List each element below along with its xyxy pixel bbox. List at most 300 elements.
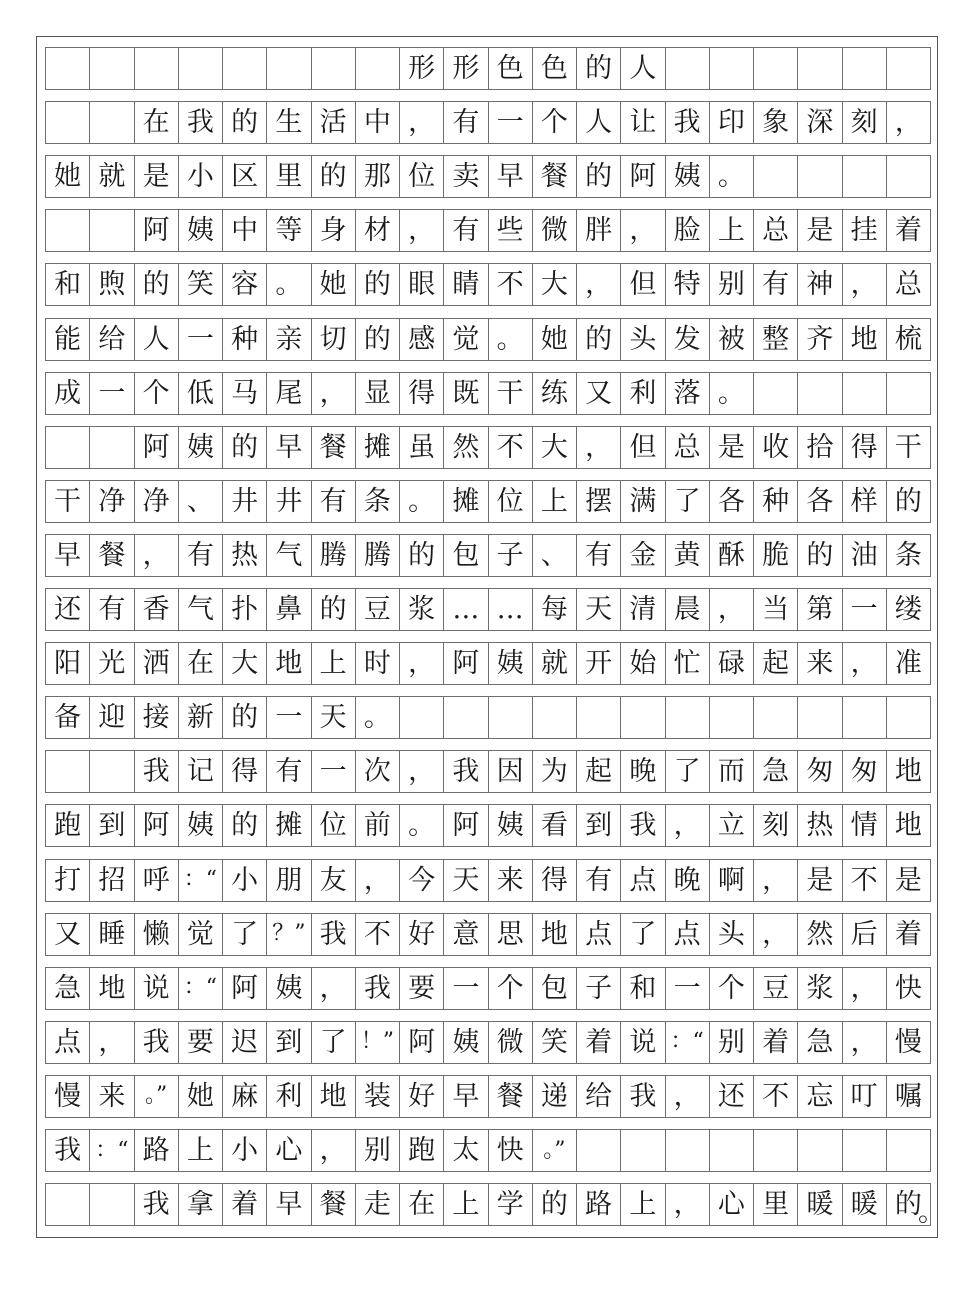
character: 的 <box>319 594 347 625</box>
grid-cell <box>621 968 665 1009</box>
character: 说 <box>142 972 170 1004</box>
grid-cell <box>754 535 798 576</box>
character: … <box>496 594 524 625</box>
character: 香 <box>142 594 170 625</box>
grid-cell <box>135 319 179 360</box>
character: 慢 <box>54 1080 82 1112</box>
grid-cell <box>356 156 400 197</box>
grid-cell <box>312 481 356 522</box>
grid-cell <box>843 589 887 630</box>
character: 齐 <box>806 323 834 355</box>
grid-cell <box>887 1130 931 1171</box>
grid-cell <box>400 805 444 846</box>
grid-row <box>45 480 931 523</box>
character: 气 <box>275 539 303 571</box>
character: 早 <box>275 431 303 463</box>
character: 人 <box>585 107 613 139</box>
character: 有 <box>452 107 480 139</box>
character: 上 <box>629 1189 657 1221</box>
grid-cell <box>887 1022 931 1063</box>
grid-cell <box>312 1076 356 1117</box>
character: 情 <box>850 810 878 842</box>
grid-row <box>45 1129 931 1172</box>
grid-cell <box>577 319 621 360</box>
grid-cell <box>887 373 931 414</box>
character: 有 <box>452 215 480 247</box>
grid-cell <box>179 968 223 1009</box>
character: 子 <box>496 539 524 571</box>
character: 阿 <box>452 648 480 680</box>
grid-cell <box>46 914 90 955</box>
grid-cell <box>356 860 400 901</box>
character: 餐 <box>319 1189 347 1221</box>
grid-cell <box>577 589 621 630</box>
character: 马 <box>231 377 259 409</box>
grid-row <box>45 101 931 144</box>
grid-row <box>45 209 931 252</box>
character: 叮 <box>850 1080 878 1112</box>
grid-cell <box>46 264 90 305</box>
grid-cell <box>710 697 754 738</box>
grid-cell <box>46 589 90 630</box>
grid-cell <box>489 48 533 89</box>
grid-cell <box>710 1076 754 1117</box>
character: 一 <box>186 323 214 355</box>
character: 新 <box>186 702 214 734</box>
grid-cell <box>489 102 533 143</box>
character: 清 <box>629 594 657 625</box>
grid-cell <box>135 264 179 305</box>
character: 天 <box>585 594 613 625</box>
grid-cell <box>577 968 621 1009</box>
grid-cell <box>135 156 179 197</box>
grid-cell <box>356 914 400 955</box>
grid-cell <box>577 1022 621 1063</box>
grid-cell <box>356 264 400 305</box>
grid-cell <box>754 643 798 684</box>
character: ， <box>673 1189 701 1221</box>
grid-cell <box>577 427 621 468</box>
grid-cell <box>356 697 400 738</box>
grid-cell <box>223 860 267 901</box>
grid-cell <box>312 210 356 251</box>
grid-cell <box>798 481 842 522</box>
character: ， <box>319 1135 347 1166</box>
character: 次 <box>363 756 391 788</box>
grid-cell <box>533 264 577 305</box>
grid-cell <box>887 643 931 684</box>
grid-cell <box>46 1022 90 1063</box>
grid-cell <box>798 1022 842 1063</box>
character: 里 <box>762 1189 790 1221</box>
grid-row <box>45 913 931 956</box>
character: 姨 <box>496 810 524 842</box>
grid-cell <box>46 697 90 738</box>
grid-cell <box>90 697 134 738</box>
character: 酥 <box>717 539 745 571</box>
character: 一 <box>452 972 480 1004</box>
character: 扑 <box>231 594 259 625</box>
character: 我 <box>54 1135 82 1166</box>
grid-cell <box>400 48 444 89</box>
character: ， <box>319 972 347 1004</box>
character: 印 <box>717 107 745 139</box>
grid-cell <box>710 535 754 576</box>
character: 太 <box>452 1135 480 1166</box>
character: 迟 <box>231 1026 259 1058</box>
character: 早 <box>54 539 82 571</box>
grid-cell <box>489 264 533 305</box>
grid-cell <box>489 535 533 576</box>
grid-cell <box>577 860 621 901</box>
character: 忙 <box>673 648 701 680</box>
character: 浆 <box>408 594 436 625</box>
grid-cell <box>356 373 400 414</box>
character: 路 <box>142 1135 170 1166</box>
character: 到 <box>98 810 126 842</box>
grid-cell <box>90 427 134 468</box>
character: 豆 <box>762 972 790 1004</box>
grid-cell <box>754 968 798 1009</box>
character: 干 <box>54 485 82 517</box>
grid-cell <box>90 968 134 1009</box>
character: 刻 <box>762 810 790 842</box>
grid-cell <box>533 643 577 684</box>
grid-cell <box>444 264 488 305</box>
grid-cell <box>46 210 90 251</box>
grid-cell <box>533 968 577 1009</box>
character: 她 <box>540 323 568 355</box>
grid-cell <box>887 210 931 251</box>
grid-cell <box>621 481 665 522</box>
character: 的 <box>231 107 259 139</box>
grid-cell <box>533 1022 577 1063</box>
grid-cell <box>621 697 665 738</box>
grid-cell <box>843 264 887 305</box>
character: 觉 <box>452 323 480 355</box>
grid-cell <box>400 914 444 955</box>
character: 呼 <box>142 864 170 896</box>
character: 、 <box>540 539 568 571</box>
grid-cell <box>489 589 533 630</box>
grid-cell <box>90 210 134 251</box>
character: 区 <box>231 161 259 193</box>
grid-cell <box>267 48 311 89</box>
character: 梳 <box>894 323 922 355</box>
grid-cell <box>179 319 223 360</box>
grid-cell <box>400 968 444 1009</box>
grid-cell <box>710 914 754 955</box>
character: 井 <box>231 485 259 517</box>
grid-cell <box>577 1130 621 1171</box>
character: 的 <box>142 269 170 301</box>
character: 里 <box>275 161 303 193</box>
grid-cell <box>666 968 710 1009</box>
grid-cell <box>621 427 665 468</box>
grid-cell <box>754 914 798 955</box>
grid-cell <box>710 1184 754 1225</box>
character: 光 <box>98 648 126 680</box>
grid-cell <box>489 643 533 684</box>
character: … <box>452 594 480 625</box>
grid-cell <box>843 319 887 360</box>
character: 笑 <box>540 1026 568 1058</box>
grid-cell <box>46 102 90 143</box>
character: 今 <box>408 864 436 896</box>
character: 又 <box>54 918 82 950</box>
character: 迎 <box>98 702 126 734</box>
grid-cell <box>267 643 311 684</box>
grid-cell <box>267 914 311 955</box>
grid-cell <box>356 210 400 251</box>
grid-cell <box>223 914 267 955</box>
grid-cell <box>798 751 842 792</box>
character: 卖 <box>452 161 480 193</box>
character: ， <box>850 1026 878 1058</box>
grid-cell <box>843 427 887 468</box>
character: 就 <box>98 161 126 193</box>
grid-cell <box>843 968 887 1009</box>
character: 阿 <box>452 810 480 842</box>
grid-cell <box>223 535 267 576</box>
grid-cell <box>312 914 356 955</box>
grid-cell <box>489 751 533 792</box>
character: 热 <box>806 810 834 842</box>
grid-row <box>45 1183 945 1229</box>
character: 路 <box>585 1189 613 1221</box>
character: 阿 <box>408 1026 436 1058</box>
grid-cell <box>887 427 931 468</box>
character: 心 <box>275 1135 303 1166</box>
grid-cell <box>135 373 179 414</box>
grid-row <box>45 372 931 415</box>
grid-cell <box>489 860 533 901</box>
grid-cell <box>267 264 311 305</box>
grid-cell <box>46 1184 90 1225</box>
grid-cell <box>843 914 887 955</box>
grid-cell <box>710 156 754 197</box>
character: 暖 <box>850 1189 878 1221</box>
character: 为 <box>540 756 568 788</box>
character: 点 <box>673 918 701 950</box>
grid-cell <box>710 805 754 846</box>
grid-cell <box>489 1076 533 1117</box>
grid-cell <box>400 643 444 684</box>
grid-cell <box>179 264 223 305</box>
grid-cell <box>135 1022 179 1063</box>
character: 的 <box>894 1189 922 1221</box>
grid-cell <box>46 427 90 468</box>
grid-cell <box>887 589 931 630</box>
character: 觉 <box>186 918 214 950</box>
character: 又 <box>585 377 613 409</box>
character: 而 <box>717 756 745 788</box>
character: ， <box>319 377 347 409</box>
grid-cell <box>533 48 577 89</box>
character: ， <box>894 107 922 139</box>
character: 因 <box>496 756 524 788</box>
grid-cell <box>179 860 223 901</box>
grid-cell <box>798 427 842 468</box>
character: 然 <box>452 431 480 463</box>
character: 立 <box>717 810 745 842</box>
grid-cell <box>267 751 311 792</box>
character: 递 <box>540 1080 568 1112</box>
grid-cell <box>135 102 179 143</box>
character: 种 <box>762 485 790 517</box>
grid-cell <box>400 1130 444 1171</box>
grid-cell <box>267 1076 311 1117</box>
character: 上 <box>452 1189 480 1221</box>
character: 她 <box>319 269 347 301</box>
character: 大 <box>231 648 259 680</box>
grid-cell <box>533 751 577 792</box>
character: ， <box>363 864 391 896</box>
character: 上 <box>319 648 347 680</box>
character: 摊 <box>275 810 303 842</box>
grid-row <box>45 696 931 739</box>
character: 我 <box>452 756 480 788</box>
character: 懒 <box>142 918 170 950</box>
character: 的 <box>363 323 391 355</box>
grid-cell <box>533 156 577 197</box>
character: 别 <box>717 1026 745 1058</box>
grid-cell <box>710 1130 754 1171</box>
grid-cell <box>798 210 842 251</box>
grid-cell <box>754 48 798 89</box>
character: ， <box>762 918 790 950</box>
grid-cell <box>356 319 400 360</box>
character: 来 <box>806 648 834 680</box>
grid-cell <box>179 805 223 846</box>
character: 早 <box>275 1189 303 1221</box>
character: 我 <box>629 810 657 842</box>
grid-cell <box>312 805 356 846</box>
grid-cell <box>754 751 798 792</box>
grid-cell <box>666 102 710 143</box>
character: ， <box>673 810 701 842</box>
character: 头 <box>629 323 657 355</box>
character: 。 <box>717 377 745 409</box>
title-row <box>45 47 931 90</box>
character: 姨 <box>673 161 701 193</box>
grid-cell <box>444 589 488 630</box>
character: 的 <box>806 539 834 571</box>
character: 得 <box>408 377 436 409</box>
grid-cell <box>489 1130 533 1171</box>
grid-cell <box>46 968 90 1009</box>
character: 微 <box>496 1026 524 1058</box>
grid-cell <box>533 1130 577 1171</box>
character: ， <box>408 107 436 139</box>
character: 准 <box>894 648 922 680</box>
grid-cell <box>666 373 710 414</box>
character: 朋 <box>275 864 303 896</box>
grid-cell <box>267 697 311 738</box>
grid-cell <box>179 1022 223 1063</box>
grid-cell <box>90 535 134 576</box>
grid-cell <box>798 1130 842 1171</box>
character: 的 <box>231 810 259 842</box>
grid-cell <box>223 1184 267 1225</box>
grid-cell <box>577 751 621 792</box>
grid-cell <box>223 751 267 792</box>
character: 心 <box>717 1189 745 1221</box>
grid-cell <box>843 1022 887 1063</box>
grid-cell <box>489 210 533 251</box>
character: 等 <box>275 215 303 247</box>
character: 到 <box>275 1026 303 1058</box>
character: 急 <box>762 756 790 788</box>
grid-cell <box>798 535 842 576</box>
character: 中 <box>363 107 391 139</box>
grid-cell <box>135 535 179 576</box>
grid-cell <box>798 373 842 414</box>
character: 好 <box>408 918 436 950</box>
character: 各 <box>806 485 834 517</box>
grid-cell <box>135 1130 179 1171</box>
grid-cell <box>621 319 665 360</box>
grid-cell <box>444 210 488 251</box>
grid-cell <box>135 643 179 684</box>
grid-cell <box>621 1184 665 1225</box>
grid-cell <box>621 1076 665 1117</box>
character: 一 <box>319 756 347 788</box>
character: 显 <box>363 377 391 409</box>
grid-row <box>45 588 931 631</box>
character: ， <box>585 431 613 463</box>
grid-cell <box>179 697 223 738</box>
character: 缕 <box>894 594 922 625</box>
character: 时 <box>363 648 391 680</box>
grid-cell <box>312 264 356 305</box>
grid-cell <box>356 1130 400 1171</box>
character: ， <box>673 1080 701 1112</box>
grid-cell <box>666 697 710 738</box>
grid-cell <box>90 751 134 792</box>
character: 还 <box>717 1080 745 1112</box>
character: 。” <box>543 1137 566 1163</box>
character: 记 <box>186 756 214 788</box>
grid-cell <box>267 373 311 414</box>
character: 在 <box>142 107 170 139</box>
character: 在 <box>186 648 214 680</box>
grid-cell <box>90 264 134 305</box>
character: 的 <box>894 485 922 517</box>
grid-cell <box>90 373 134 414</box>
grid-cell <box>179 1130 223 1171</box>
character: 满 <box>629 485 657 517</box>
grid-cell <box>444 697 488 738</box>
character: 位 <box>408 161 436 193</box>
grid-cell <box>887 860 931 901</box>
grid-cell <box>754 319 798 360</box>
grid-cell <box>223 264 267 305</box>
grid-cell <box>312 48 356 89</box>
character: 不 <box>850 864 878 896</box>
character: 阿 <box>231 972 259 1004</box>
character: 大 <box>540 431 568 463</box>
character: 。 <box>717 161 745 193</box>
character: 匆 <box>806 756 834 788</box>
character: 地 <box>275 648 303 680</box>
character: 就 <box>540 648 568 680</box>
character: 跑 <box>408 1135 436 1166</box>
character: 豆 <box>363 594 391 625</box>
grid-cell <box>356 1184 400 1225</box>
character: 姨 <box>186 215 214 247</box>
grid-cell <box>400 264 444 305</box>
